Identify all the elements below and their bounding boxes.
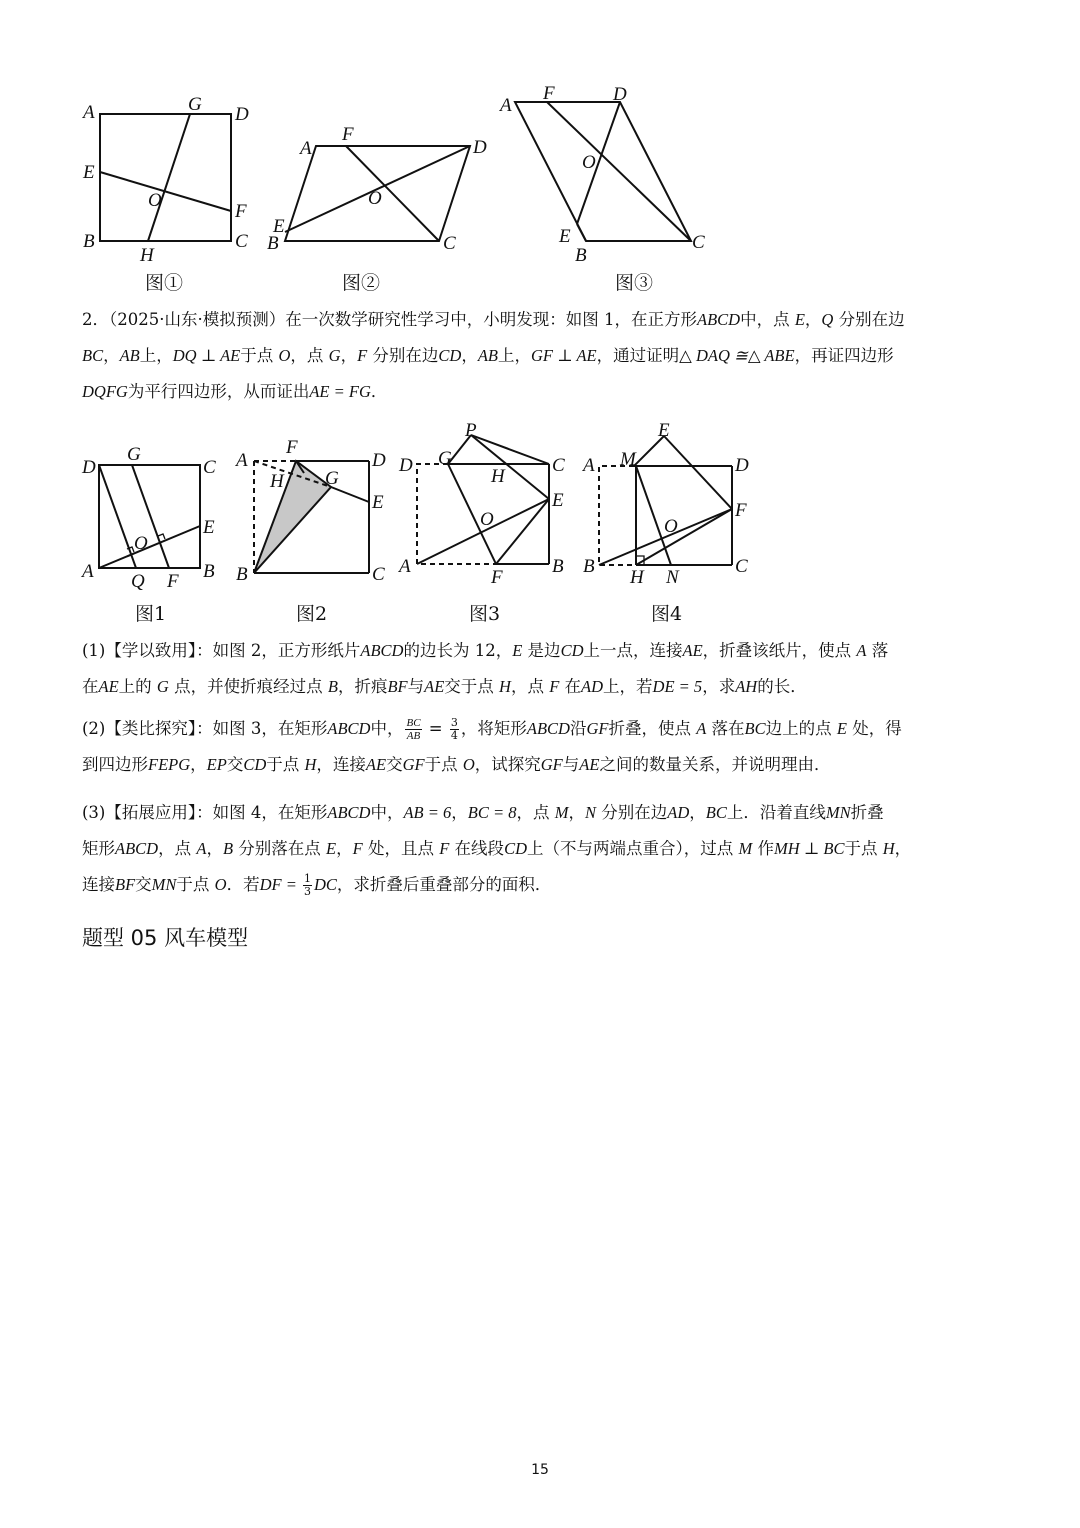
text: 分别在边 (596, 803, 668, 822)
text: ，折叠该纸片，使点 (702, 641, 857, 660)
problem-statement (82, 302, 1002, 410)
svg-text:D: D (473, 137, 487, 158)
part-3 (82, 795, 1002, 903)
frac-denominator: 3 (303, 885, 311, 898)
svg-text:A: A (399, 556, 411, 577)
math: FEPG (148, 755, 191, 774)
text: 矩形 (82, 839, 115, 858)
text: 处，且点 (362, 839, 440, 858)
svg-text:D: D (735, 455, 749, 476)
text: 在线段 (449, 839, 505, 858)
frac-denominator: 4 (450, 729, 458, 742)
svg-text:D: D (399, 455, 413, 476)
math: ABCD (115, 839, 159, 858)
svg-text:G: G (188, 94, 202, 115)
text: ， (190, 755, 207, 774)
svg-text:O: O (664, 516, 678, 537)
math: DC (313, 875, 337, 894)
text: ， (451, 803, 468, 822)
figure-1-top (78, 90, 268, 300)
text: 落 (866, 641, 889, 660)
math: O (214, 875, 227, 894)
svg-text:E: E (83, 162, 95, 183)
math: DF = (259, 875, 301, 894)
figure-1-mid (78, 440, 228, 630)
math: AE (682, 641, 703, 660)
text: 上， (498, 346, 532, 365)
part-2 (82, 711, 1002, 783)
text: 折叠 (850, 803, 884, 822)
math: CD (504, 839, 527, 858)
text: 在 (559, 677, 582, 696)
text: ， (336, 839, 353, 858)
fraction-3-4 (450, 717, 459, 742)
math: MN (825, 803, 851, 822)
svg-text:F: F (167, 571, 179, 592)
math: AE (365, 755, 387, 774)
page-number: 15 (531, 1462, 549, 1478)
figure-2-top (262, 90, 502, 300)
text: ．若 (226, 875, 260, 894)
text: ：如图 2，正方形纸片 (196, 641, 361, 660)
svg-text:F: F (735, 500, 747, 521)
math: DQ ⊥ AE (172, 346, 241, 365)
math: ABCD (696, 310, 741, 329)
math: AB (477, 346, 499, 365)
math: EP (206, 755, 227, 774)
text: ，点 (510, 677, 550, 696)
text: 于点 (176, 875, 215, 894)
math: BF (115, 875, 136, 894)
math: ABCD (526, 719, 570, 738)
text: 连接 (82, 875, 115, 894)
svg-text:P: P (465, 420, 477, 441)
svg-text:H: H (491, 466, 505, 487)
text: ，连接 (316, 755, 366, 774)
math: DE = 5 (652, 677, 703, 696)
text: 中， (370, 719, 404, 738)
svg-text:G: G (325, 468, 339, 489)
math: BC (705, 803, 727, 822)
math: E (794, 310, 805, 329)
math: GF ⊥ AE (531, 346, 597, 365)
figure-2-mid (230, 437, 400, 630)
svg-text:图2: 图2 (296, 603, 328, 625)
svg-text:A: A (583, 455, 595, 476)
svg-text:C: C (692, 232, 705, 253)
math: M (738, 839, 753, 858)
text: ，试探究 (474, 755, 541, 774)
math: AH (735, 677, 758, 696)
svg-text:G: G (127, 444, 141, 465)
math: AE = FG (309, 382, 371, 401)
text: 上的 (118, 677, 157, 696)
svg-text:B: B (267, 233, 279, 254)
text: 在 (82, 677, 99, 696)
text: 到四边形 (82, 755, 148, 774)
svg-text:E: E (552, 490, 564, 511)
math: F (352, 839, 363, 858)
text: 之间的数量关系，并说明理由． (599, 755, 831, 774)
math: BF (387, 677, 408, 696)
text: ， (206, 839, 223, 858)
svg-text:Q: Q (131, 571, 145, 592)
svg-text:D: D (235, 104, 249, 125)
math: GF (540, 755, 563, 774)
svg-text:图3: 图3 (469, 603, 501, 625)
math: G (328, 346, 341, 365)
math: GF (402, 755, 425, 774)
text: ：如图 3，在矩形 (196, 719, 328, 738)
svg-text:G: G (438, 448, 452, 469)
frac-numerator: 3 (450, 716, 458, 729)
math: MH ⊥ BC (773, 839, 845, 858)
text: 上（不与两端点重合），过点 (526, 839, 739, 858)
frac-numerator: BC (406, 717, 421, 729)
svg-text:F: F (543, 83, 555, 104)
math: E (512, 641, 523, 660)
text: 为平行四边形，从而证出 (127, 382, 310, 401)
problem-source: （2025·山东·模拟预测） (109, 310, 286, 329)
text: 中，点 (740, 310, 795, 329)
math: GF (586, 719, 609, 738)
math: B (327, 677, 338, 696)
figure-3-mid (395, 420, 580, 630)
svg-text:D: D (372, 450, 386, 471)
svg-text:O: O (480, 509, 494, 530)
math: O (462, 755, 475, 774)
math: H (882, 839, 895, 858)
svg-text:E: E (273, 216, 285, 237)
part-2-tag: (2)【类比探究】 (82, 719, 197, 738)
math: AD (581, 677, 604, 696)
problem-number: 2． (82, 310, 109, 329)
figure-3-top (496, 80, 726, 300)
text: 中， (370, 803, 404, 822)
svg-text:B: B (575, 245, 587, 266)
text: 沿 (569, 719, 587, 738)
math: F (439, 839, 450, 858)
text: ， (894, 839, 912, 858)
text: 分别落在点 (233, 839, 327, 858)
svg-text:A: A (500, 95, 512, 116)
svg-text:图①: 图① (145, 272, 184, 294)
svg-text:E: E (203, 517, 215, 538)
text: 边上的点 (765, 719, 837, 738)
math: AE (424, 677, 445, 696)
math: A (696, 719, 707, 738)
text: 分别在边 (367, 346, 439, 365)
text: ， (568, 803, 585, 822)
math: F (549, 677, 560, 696)
svg-text:A: A (82, 561, 94, 582)
math: A (856, 641, 867, 660)
math: F (357, 346, 368, 365)
math: AE (579, 755, 600, 774)
svg-text:F: F (286, 437, 298, 458)
part-3-tag: (3)【拓展应用】 (82, 803, 197, 822)
text: 上，若 (603, 677, 653, 696)
text: ：如图 4，在矩形 (196, 803, 328, 822)
text: 作 (752, 839, 774, 858)
math: CD (560, 641, 584, 660)
text: ，点 (158, 839, 197, 858)
text: ，通过证明 (596, 346, 680, 365)
math: H (304, 755, 317, 774)
svg-text:图4: 图4 (651, 603, 683, 625)
svg-text:图②: 图② (342, 272, 381, 294)
svg-text:C: C (203, 457, 216, 478)
svg-text:O: O (582, 152, 596, 173)
text: 的边长为 12， (403, 641, 513, 660)
svg-text:B: B (552, 556, 564, 577)
svg-text:F: F (491, 567, 503, 588)
math: MN (151, 875, 177, 894)
text: 于点 (424, 755, 463, 774)
svg-text:图③: 图③ (615, 272, 654, 294)
text: ，将矩形 (460, 719, 527, 738)
svg-text:A: A (236, 450, 248, 471)
svg-text:C: C (235, 231, 248, 252)
math: BC = 8 (467, 803, 517, 822)
text: ，点 (516, 803, 555, 822)
svg-text:E: E (372, 492, 384, 513)
section-heading: 题型 05 风车模型 (82, 926, 249, 950)
svg-text:D: D (82, 457, 96, 478)
math: CD (243, 755, 267, 774)
math: AD (667, 803, 690, 822)
svg-text:C: C (443, 233, 456, 254)
svg-text:O: O (134, 533, 148, 554)
text: 于点 (844, 839, 883, 858)
equals: = (423, 719, 448, 738)
text: ，求折叠后重叠部分的面积． (336, 875, 552, 894)
math: ABCD (327, 719, 371, 738)
svg-text:F: F (235, 201, 247, 222)
svg-text:B: B (203, 561, 215, 582)
svg-text:A: A (83, 102, 95, 123)
text: 与 (407, 677, 425, 696)
text: 处，得 (846, 719, 902, 738)
text: 折叠，使点 (608, 719, 697, 738)
text: 上一点，连接 (583, 641, 683, 660)
text: ， (340, 346, 358, 365)
text: 是边 (522, 641, 561, 660)
text: ， (804, 310, 822, 329)
text: 落在 (706, 719, 745, 738)
svg-text:B: B (236, 564, 248, 585)
text: ，点 (290, 346, 329, 365)
part-1 (82, 633, 1002, 705)
svg-text:图1: 图1 (135, 603, 167, 625)
math: AB = 6 (403, 803, 452, 822)
svg-text:H: H (270, 471, 284, 492)
svg-text:E: E (559, 226, 571, 247)
svg-text:A: A (300, 138, 312, 159)
text: 上．沿着直线 (726, 803, 826, 822)
math: B (222, 839, 234, 858)
svg-text:O: O (148, 190, 162, 211)
text: 点，并使折痕经过点 (168, 677, 328, 696)
fraction-1-3 (303, 873, 312, 898)
text: 与 (562, 755, 580, 774)
math: H (499, 677, 511, 696)
math: E (326, 839, 337, 858)
text: 交 (226, 755, 244, 774)
svg-text:M: M (620, 449, 636, 470)
text: ，求 (702, 677, 736, 696)
figure-4-mid (580, 420, 765, 630)
math: N (584, 803, 596, 822)
text: 交 (386, 755, 403, 774)
text: 交于点 (444, 677, 500, 696)
math: CD (438, 346, 462, 365)
text: ，再证四边形 (794, 346, 894, 365)
part-1-tag: (1)【学以致用】 (82, 641, 197, 660)
svg-text:C: C (372, 564, 385, 585)
math: Q (821, 310, 834, 329)
text: 上， (139, 346, 173, 365)
text: ， (461, 346, 478, 365)
math: M (554, 803, 569, 822)
svg-text:C: C (552, 455, 565, 476)
math: BC (744, 719, 766, 738)
text: ，折痕 (337, 677, 388, 696)
math: G (156, 677, 169, 696)
text: 的长． (757, 677, 807, 696)
svg-text:O: O (368, 188, 382, 209)
math: AB (119, 346, 140, 365)
text: 分别在边 (833, 310, 905, 329)
frac-denominator: AB (406, 730, 421, 742)
text: ， (689, 803, 706, 822)
svg-text:C: C (735, 556, 748, 577)
svg-text:E: E (658, 420, 670, 441)
text: 于点 (240, 346, 279, 365)
math: ABCD (327, 803, 371, 822)
text: ． (370, 382, 388, 401)
text: ， (103, 346, 120, 365)
text: 交 (135, 875, 152, 894)
math: △ DAQ ≅△ ABE (679, 346, 795, 365)
math: AE (98, 677, 119, 696)
math: E (836, 719, 847, 738)
svg-text:H: H (140, 245, 154, 266)
svg-text:D: D (613, 84, 627, 105)
math: ABCD (360, 641, 404, 660)
svg-text:N: N (666, 567, 679, 588)
math: A (196, 839, 207, 858)
svg-text:B: B (83, 231, 95, 252)
svg-text:F: F (342, 124, 354, 145)
math: O (278, 346, 291, 365)
text: 在一次数学研究性学习中，小明发现：如图 1，在正方形 (285, 310, 697, 329)
math: DQFG (82, 382, 128, 401)
fraction-bc-ab (405, 717, 421, 742)
math: BC (82, 346, 104, 365)
svg-text:B: B (583, 556, 595, 577)
frac-numerator: 1 (303, 872, 311, 885)
text: 于点 (266, 755, 305, 774)
svg-text:H: H (630, 567, 644, 588)
